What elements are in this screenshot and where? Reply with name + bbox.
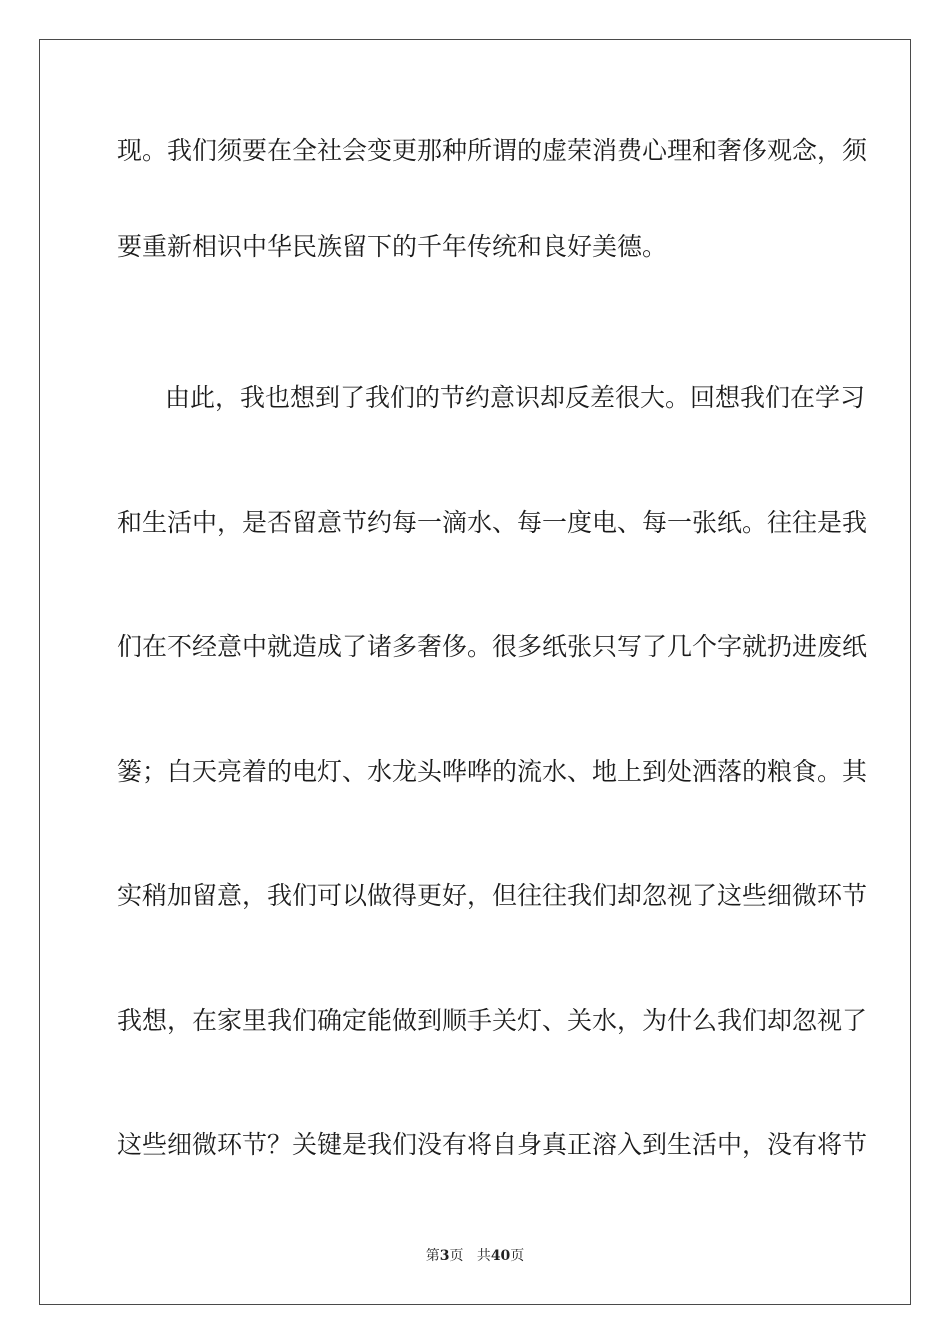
footer-total-suffix: 页	[510, 1248, 525, 1264]
body-text-line-7: 实稍加留意，我们可以做得更好，但往往我们却忽视了这些细微环节	[117, 881, 868, 910]
footer-total-prefix: 共	[476, 1248, 491, 1264]
page-footer	[0, 1245, 950, 1265]
footer-page-prefix: 第	[425, 1248, 440, 1264]
body-text-line-3: 由此，我也想到了我们的节约意识却反差很大。回想我们在学习	[165, 383, 866, 412]
body-text-line-6: 篓；白天亮着的电灯、水龙头哗哗的流水、地上到处洒落的粮食。其	[117, 757, 868, 786]
footer-total-pages: 40	[490, 1248, 511, 1264]
footer-page-number: 3	[439, 1248, 450, 1264]
body-text-line-2: 要重新相识中华民族留下的千年传统和良好美德。	[117, 232, 668, 261]
body-text-line-1: 现。我们须要在全社会变更那种所谓的虚荣消费心理和奢侈观念，须	[117, 136, 868, 165]
footer-page-suffix: 页	[449, 1248, 464, 1264]
body-text-line-9: 这些细微环节？关键是我们没有将自身真正溶入到生活中，没有将节	[117, 1130, 868, 1159]
body-text-line-5: 们在不经意中就造成了诸多奢侈。很多纸张只写了几个字就扔进废纸	[117, 632, 868, 661]
body-text-line-8: 我想，在家里我们确定能做到顺手关灯、关水，为什么我们却忽视了	[117, 1006, 868, 1035]
body-text-line-4: 和生活中，是否留意节约每一滴水、每一度电、每一张纸。往往是我	[117, 508, 868, 537]
